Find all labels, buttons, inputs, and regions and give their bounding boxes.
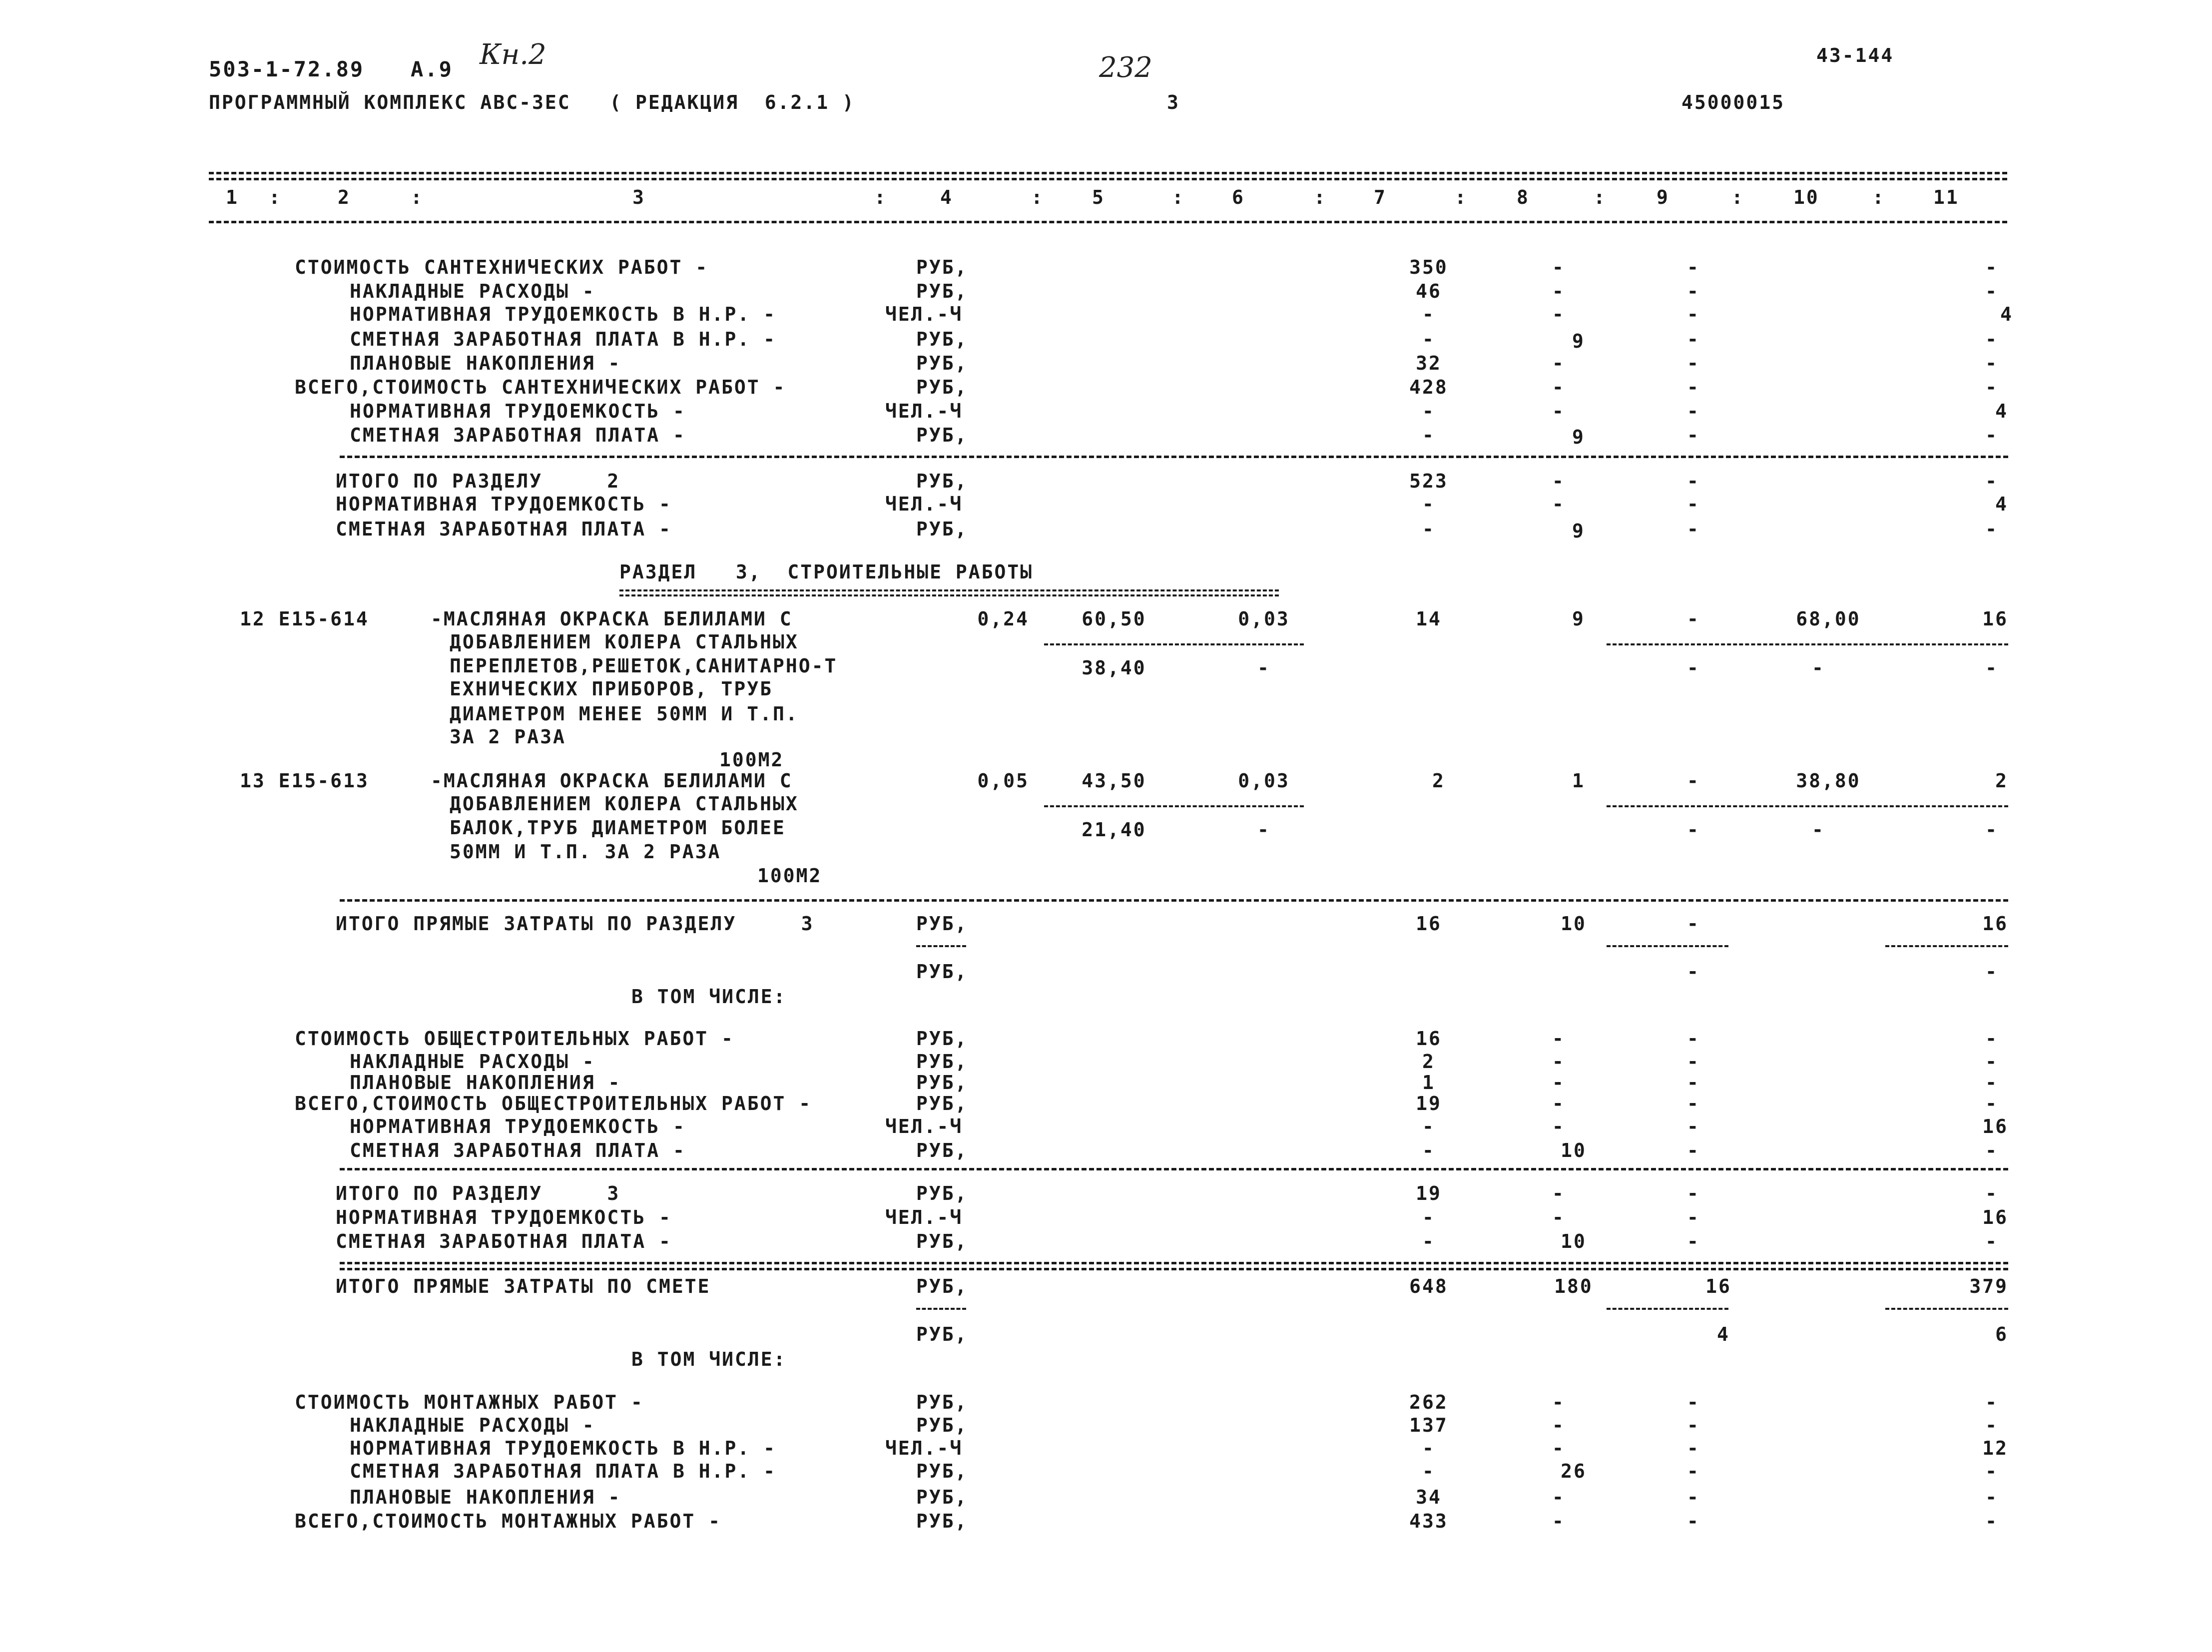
cell-c7: - bbox=[1422, 1437, 1435, 1459]
row-label: ИТОГО ПО РАЗДЕЛУ 3 bbox=[336, 1182, 620, 1204]
cell-c10-lower: - bbox=[1812, 657, 1825, 679]
cell-c9: - bbox=[1687, 1437, 1700, 1459]
cell-c5-lower: 38,40 bbox=[1082, 657, 1146, 679]
divider bbox=[340, 1262, 2008, 1264]
album-number: А.9 bbox=[411, 57, 453, 81]
row-label: ИТОГО ПРЯМЫЕ ЗАТРАТЫ ПО РАЗДЕЛУ 3 bbox=[336, 913, 814, 935]
row-unit: РУБ, bbox=[916, 1072, 968, 1094]
cell-c8: - bbox=[1552, 1115, 1565, 1137]
row-label: СТОИМОСТЬ САНТЕХНИЧЕСКИХ РАБОТ - bbox=[295, 256, 709, 278]
cell-c7: 19 bbox=[1416, 1093, 1442, 1114]
cell-c11-lower: - bbox=[1985, 657, 1998, 679]
cell-c9: - bbox=[1687, 328, 1700, 350]
row-unit: РУБ, bbox=[916, 1182, 968, 1204]
cell-c7: 433 bbox=[1409, 1510, 1448, 1532]
cell-c5-lower: 21,40 bbox=[1082, 819, 1146, 841]
cell-c8: 1 bbox=[1572, 770, 1585, 792]
position-description-line: ДИАМЕТРОМ МЕНЕЕ 50ММ И Т.П. bbox=[450, 703, 799, 725]
cell-c7: - bbox=[1422, 328, 1435, 350]
cell-c9: - bbox=[1687, 400, 1700, 422]
row-unit: РУБ, bbox=[916, 1510, 968, 1532]
cell-c9: - bbox=[1687, 1115, 1700, 1137]
column-header: 9 bbox=[1657, 186, 1669, 208]
column-header: 2 bbox=[338, 186, 351, 208]
cell-c9: - bbox=[1687, 1510, 1700, 1532]
row-unit: РУБ, bbox=[916, 1275, 968, 1297]
row-label: НОРМАТИВНАЯ ТРУДОЕМКОСТЬ - bbox=[336, 1206, 672, 1228]
column-separator: : bbox=[1872, 186, 1885, 208]
cell-c7: 16 bbox=[1416, 913, 1442, 935]
handwritten-page-number: 232 bbox=[1099, 51, 1152, 84]
cell-divider bbox=[1607, 643, 2008, 645]
cell-c7: 32 bbox=[1416, 352, 1442, 374]
row-label: НАКЛАДНЫЕ РАСХОДЫ - bbox=[350, 280, 595, 302]
cell-c8: - bbox=[1552, 1391, 1565, 1413]
cell-c11: 4 bbox=[2000, 303, 2013, 325]
cell-c11: - bbox=[1985, 256, 1998, 278]
cell-c8: - bbox=[1552, 1182, 1565, 1204]
row-label: НОРМАТИВНАЯ ТРУДОЕМКОСТЬ В Н.Р. - bbox=[350, 303, 776, 325]
cell-c9: - bbox=[1687, 608, 1700, 630]
cell-c11: - bbox=[1985, 961, 1998, 983]
cell-c9: - bbox=[1687, 256, 1700, 278]
cell-c7: - bbox=[1422, 1230, 1435, 1252]
cell-c9: - bbox=[1687, 303, 1700, 325]
position-description-line: ДОБАВЛЕНИЕМ КОЛЕРА СТАЛЬНЫХ bbox=[450, 631, 799, 653]
cell-c11: - bbox=[1985, 1510, 1998, 1532]
row-label: ВСЕГО,СТОИМОСТЬ МОНТАЖНЫХ РАБОТ - bbox=[295, 1510, 721, 1532]
cell-c11: 4 bbox=[1995, 493, 2008, 515]
cell-c9: 16 bbox=[1705, 1275, 1731, 1297]
cell-c7: 19 bbox=[1416, 1182, 1442, 1204]
cell-c9: - bbox=[1687, 470, 1700, 492]
sheet-reference: 43-144 bbox=[1816, 44, 1894, 66]
section-heading: РАЗДЕЛ 3, СТРОИТЕЛЬНЫЕ РАБОТЫ bbox=[619, 561, 1034, 583]
cell-c9: - bbox=[1687, 1414, 1700, 1436]
row-unit: РУБ, bbox=[916, 1460, 968, 1482]
cell-c8: - bbox=[1552, 1072, 1565, 1094]
cell-c7: 2 bbox=[1422, 1051, 1435, 1073]
divider bbox=[340, 899, 2008, 902]
row-unit: ЧЕЛ.-Ч bbox=[885, 303, 963, 325]
cell-c7: 14 bbox=[1416, 608, 1442, 630]
column-separator: : bbox=[1031, 186, 1044, 208]
cell-c11: - bbox=[1985, 1028, 1998, 1050]
unit-underline bbox=[916, 945, 966, 947]
row-label: ВСЕГО,СТОИМОСТЬ САНТЕХНИЧЕСКИХ РАБОТ - bbox=[295, 376, 786, 398]
divider bbox=[340, 1268, 2008, 1270]
position-description-line: ДОБАВЛЕНИЕМ КОЛЕРА СТАЛЬНЫХ bbox=[450, 793, 799, 815]
cell-c8: - bbox=[1552, 1414, 1565, 1436]
cell-divider bbox=[1885, 945, 2008, 947]
column-separator: : bbox=[1594, 186, 1607, 208]
cell-c8: - bbox=[1552, 376, 1565, 398]
row-label: СТОИМОСТЬ ОБЩЕСТРОИТЕЛЬНЫХ РАБОТ - bbox=[295, 1028, 734, 1050]
cell-c5: 43,50 bbox=[1082, 770, 1146, 792]
cell-c11: - bbox=[1985, 1460, 1998, 1482]
cell-c11: - bbox=[1985, 1072, 1998, 1094]
cell-c9-lower: - bbox=[1687, 819, 1700, 841]
cell-c8: 9 bbox=[1572, 330, 1585, 352]
cell-c11: - bbox=[1985, 1230, 1998, 1252]
cell-c6-lower: - bbox=[1257, 657, 1270, 679]
cell-c9: - bbox=[1687, 1093, 1700, 1114]
row-label: СТОИМОСТЬ МОНТАЖНЫХ РАБОТ - bbox=[295, 1391, 644, 1413]
cell-c5: 60,50 bbox=[1082, 608, 1146, 630]
row-label: СМЕТНАЯ ЗАРАБОТНАЯ ПЛАТА - bbox=[350, 424, 686, 446]
cell-c9-lower: - bbox=[1687, 657, 1700, 679]
unit-underline bbox=[916, 1308, 966, 1310]
column-header: 6 bbox=[1232, 186, 1245, 208]
cell-c11: - bbox=[1985, 376, 1998, 398]
row-label: ВСЕГО,СТОИМОСТЬ ОБЩЕСТРОИТЕЛЬНЫХ РАБОТ - bbox=[295, 1093, 812, 1114]
cell-c7: 34 bbox=[1416, 1486, 1442, 1508]
cell-divider bbox=[1885, 1308, 2008, 1310]
column-separator: : bbox=[1172, 186, 1185, 208]
row-unit: РУБ, bbox=[916, 961, 968, 983]
cell-c9: - bbox=[1687, 1486, 1700, 1508]
cell-c7: 2 bbox=[1432, 770, 1445, 792]
row-unit: РУБ, bbox=[916, 1323, 968, 1345]
row-label: СМЕТНАЯ ЗАРАБОТНАЯ ПЛАТА - bbox=[336, 518, 672, 540]
cell-c7: 16 bbox=[1416, 1028, 1442, 1050]
cell-c11: 4 bbox=[1995, 400, 2008, 422]
cell-c9: - bbox=[1687, 1028, 1700, 1050]
cell-c7: 428 bbox=[1409, 376, 1448, 398]
row-label: ПЛАНОВЫЕ НАКОПЛЕНИЯ - bbox=[350, 1486, 621, 1508]
cell-c7: 523 bbox=[1409, 470, 1448, 492]
cell-c11: - bbox=[1985, 424, 1998, 446]
cell-c9: - bbox=[1687, 913, 1700, 935]
row-unit: РУБ, bbox=[916, 1230, 968, 1252]
position-description-line: БАЛОК,ТРУБ ДИАМЕТРОМ БОЛЕЕ bbox=[450, 817, 786, 839]
row-unit: РУБ, bbox=[916, 376, 968, 398]
row-unit: РУБ, bbox=[916, 1391, 968, 1413]
handwritten-book-number: Кн.2 bbox=[480, 38, 547, 71]
cell-c8: 10 bbox=[1561, 1139, 1587, 1161]
cell-c11: - bbox=[1985, 1139, 1998, 1161]
row-label: ИТОГО ПРЯМЫЕ ЗАТРАТЫ ПО СМЕТЕ bbox=[336, 1275, 711, 1297]
row-label: НОРМАТИВНАЯ ТРУДОЕМКОСТЬ В Н.Р. - bbox=[350, 1437, 776, 1459]
cell-c9: 4 bbox=[1717, 1323, 1730, 1345]
column-header: 4 bbox=[940, 186, 953, 208]
cell-c11: - bbox=[1985, 1093, 1998, 1114]
cell-divider bbox=[1607, 1308, 1728, 1310]
cell-c9: - bbox=[1687, 961, 1700, 983]
cell-c7: - bbox=[1422, 1206, 1435, 1228]
program-title: ПРОГРАММНЫЙ КОМПЛЕКС АВС-3ЕС ( РЕДАКЦИЯ 6.2.1 ) bbox=[209, 91, 855, 113]
column-header: 5 bbox=[1092, 186, 1105, 208]
cell-c8: - bbox=[1552, 1028, 1565, 1050]
cell-c10: 38,80 bbox=[1796, 770, 1861, 792]
row-unit: РУБ, bbox=[916, 352, 968, 374]
cell-c7: - bbox=[1422, 1115, 1435, 1137]
position-unit: 100М2 bbox=[757, 865, 822, 887]
column-separator: : bbox=[1731, 186, 1744, 208]
cell-c7: 262 bbox=[1409, 1391, 1448, 1413]
section-underline bbox=[619, 589, 1279, 596]
cell-c11: 16 bbox=[1982, 913, 2008, 935]
cell-c11: - bbox=[1985, 352, 1998, 374]
row-unit: РУБ, bbox=[916, 280, 968, 302]
cell-c8: 9 bbox=[1572, 426, 1585, 448]
cell-c11: - bbox=[1985, 518, 1998, 540]
page-number: 3 bbox=[1167, 91, 1180, 113]
row-unit: ЧЕЛ.-Ч bbox=[885, 493, 963, 515]
cell-c9: - bbox=[1687, 1182, 1700, 1204]
column-separator: : bbox=[874, 186, 887, 208]
cell-c8: 9 bbox=[1572, 520, 1585, 542]
row-label: НОРМАТИВНАЯ ТРУДОЕМКОСТЬ - bbox=[350, 1115, 686, 1137]
cell-c11: - bbox=[1985, 280, 1998, 302]
row-unit: РУБ, bbox=[916, 518, 968, 540]
cell-c8: - bbox=[1552, 256, 1565, 278]
row-unit: ЧЕЛ.-Ч bbox=[885, 1115, 963, 1137]
cell-c9: - bbox=[1687, 770, 1700, 792]
row-label: НАКЛАДНЫЕ РАСХОДЫ - bbox=[350, 1414, 595, 1436]
column-separator: : bbox=[269, 186, 282, 208]
cell-divider bbox=[1607, 805, 2008, 807]
including-label: В ТОМ ЧИСЛЕ: bbox=[631, 986, 787, 1008]
column-header: 8 bbox=[1517, 186, 1530, 208]
cell-c9: - bbox=[1687, 1391, 1700, 1413]
cell-c8: - bbox=[1552, 352, 1565, 374]
cell-c8: - bbox=[1552, 470, 1565, 492]
cell-c11: 2 bbox=[1995, 770, 2008, 792]
cell-c7: - bbox=[1422, 518, 1435, 540]
row-label: СМЕТНАЯ ЗАРАБОТНАЯ ПЛАТА В Н.Р. - bbox=[350, 328, 776, 350]
column-separator: : bbox=[411, 186, 424, 208]
cell-c7: 350 bbox=[1409, 256, 1448, 278]
row-unit: РУБ, bbox=[916, 1028, 968, 1050]
cell-c7: 648 bbox=[1409, 1275, 1448, 1297]
column-header: 3 bbox=[632, 186, 645, 208]
cell-c8: 180 bbox=[1554, 1275, 1593, 1297]
row-unit: ЧЕЛ.-Ч bbox=[885, 1437, 963, 1459]
position-number: 12 Е15-614 bbox=[240, 608, 369, 630]
row-unit: ЧЕЛ.-Ч bbox=[885, 1206, 963, 1228]
cell-c8: - bbox=[1552, 303, 1565, 325]
header-bottom-rule bbox=[209, 221, 2007, 223]
position-description-line: ЗА 2 РАЗА bbox=[450, 726, 566, 748]
document-code: 503-1-72.89 bbox=[209, 57, 365, 81]
cell-divider bbox=[1607, 945, 1728, 947]
cell-c10: 68,00 bbox=[1796, 608, 1861, 630]
cell-c11: 379 bbox=[1969, 1275, 2008, 1297]
cell-c8: 26 bbox=[1561, 1460, 1587, 1482]
row-unit: РУБ, bbox=[916, 424, 968, 446]
column-header: 1 bbox=[226, 186, 239, 208]
divider bbox=[340, 1168, 2008, 1170]
cell-c4: 0,05 bbox=[977, 770, 1029, 792]
cell-c8: 10 bbox=[1561, 1230, 1587, 1252]
cell-divider bbox=[1044, 643, 1304, 645]
cell-c11: - bbox=[1985, 1391, 1998, 1413]
cell-c9: - bbox=[1687, 1051, 1700, 1073]
row-label: ПЛАНОВЫЕ НАКОПЛЕНИЯ - bbox=[350, 352, 621, 374]
cell-c6: 0,03 bbox=[1238, 608, 1290, 630]
cell-c9: - bbox=[1687, 424, 1700, 446]
cell-c8: - bbox=[1552, 1510, 1565, 1532]
cell-c9: - bbox=[1687, 518, 1700, 540]
row-label: СМЕТНАЯ ЗАРАБОТНАЯ ПЛАТА - bbox=[350, 1139, 686, 1161]
cell-c4: 0,24 bbox=[977, 608, 1029, 630]
including-label: В ТОМ ЧИСЛЕ: bbox=[631, 1348, 787, 1370]
row-unit: РУБ, bbox=[916, 328, 968, 350]
cell-c6-lower: - bbox=[1257, 819, 1270, 841]
cell-c9: - bbox=[1687, 493, 1700, 515]
row-label: СМЕТНАЯ ЗАРАБОТНАЯ ПЛАТА В Н.Р. - bbox=[350, 1460, 776, 1482]
cell-c11: 12 bbox=[1982, 1437, 2008, 1459]
cell-c8: - bbox=[1552, 400, 1565, 422]
row-unit: РУБ, bbox=[916, 1414, 968, 1436]
cell-c7: 46 bbox=[1416, 280, 1442, 302]
divider bbox=[340, 456, 2008, 458]
cell-c11: 16 bbox=[1982, 1206, 2008, 1228]
cell-c8: - bbox=[1552, 493, 1565, 515]
column-header: 7 bbox=[1374, 186, 1387, 208]
cell-c6: 0,03 bbox=[1238, 770, 1290, 792]
cell-c7: - bbox=[1422, 1139, 1435, 1161]
table-top-rule bbox=[209, 172, 2007, 174]
cell-divider bbox=[1044, 805, 1304, 807]
cell-c8: - bbox=[1552, 1093, 1565, 1114]
row-unit: ЧЕЛ.-Ч bbox=[885, 400, 963, 422]
cell-c9: - bbox=[1687, 376, 1700, 398]
row-unit: РУБ, bbox=[916, 913, 968, 935]
document-number: 45000015 bbox=[1681, 91, 1785, 113]
cell-c8: 9 bbox=[1572, 608, 1585, 630]
cell-c11: - bbox=[1985, 1182, 1998, 1204]
cell-c11: - bbox=[1985, 470, 1998, 492]
position-description-line: ПЕРЕПЛЕТОВ,РЕШЕТОК,САНИТАРНО-Т bbox=[450, 655, 838, 677]
cell-c11: - bbox=[1985, 1051, 1998, 1073]
cell-c8: - bbox=[1552, 1437, 1565, 1459]
row-unit: РУБ, bbox=[916, 1051, 968, 1073]
cell-c7: - bbox=[1422, 493, 1435, 515]
position-description-line: -МАСЛЯНАЯ ОКРАСКА БЕЛИЛАМИ С bbox=[431, 770, 793, 792]
row-label: НАКЛАДНЫЕ РАСХОДЫ - bbox=[350, 1051, 595, 1073]
column-header: 11 bbox=[1933, 186, 1959, 208]
cell-c7: - bbox=[1422, 303, 1435, 325]
cell-c8: - bbox=[1552, 1206, 1565, 1228]
cell-c11: 16 bbox=[1982, 608, 2008, 630]
cell-c7: - bbox=[1422, 1460, 1435, 1482]
position-description-line: -МАСЛЯНАЯ ОКРАСКА БЕЛИЛАМИ С bbox=[431, 608, 793, 630]
cell-c7: 137 bbox=[1409, 1414, 1448, 1436]
position-description-line: ЕХНИЧЕСКИХ ПРИБОРОВ, ТРУБ bbox=[450, 678, 773, 700]
cell-c7: 1 bbox=[1422, 1072, 1435, 1094]
table-top-rule-2 bbox=[209, 178, 2007, 180]
cell-c11: 16 bbox=[1982, 1115, 2008, 1137]
cell-c9: - bbox=[1687, 1460, 1700, 1482]
cell-c9: - bbox=[1687, 1230, 1700, 1252]
cell-c7: - bbox=[1422, 400, 1435, 422]
row-label: НОРМАТИВНАЯ ТРУДОЕМКОСТЬ - bbox=[350, 400, 686, 422]
cell-c11: - bbox=[1985, 1414, 1998, 1436]
cell-c8: - bbox=[1552, 1486, 1565, 1508]
row-label: НОРМАТИВНАЯ ТРУДОЕМКОСТЬ - bbox=[336, 493, 672, 515]
position-number: 13 Е15-613 bbox=[240, 770, 369, 792]
cell-c9: - bbox=[1687, 1072, 1700, 1094]
cell-c11: - bbox=[1985, 328, 1998, 350]
cell-c8: - bbox=[1552, 1051, 1565, 1073]
row-label: ИТОГО ПО РАЗДЕЛУ 2 bbox=[336, 470, 620, 492]
row-unit: РУБ, bbox=[916, 1486, 968, 1508]
cell-c8: - bbox=[1552, 280, 1565, 302]
position-description-line: 50ММ И Т.П. ЗА 2 РАЗА bbox=[450, 841, 721, 863]
cell-c11: - bbox=[1985, 1486, 1998, 1508]
cell-c11-lower: - bbox=[1985, 819, 1998, 841]
column-separator: : bbox=[1314, 186, 1327, 208]
row-label: СМЕТНАЯ ЗАРАБОТНАЯ ПЛАТА - bbox=[336, 1230, 672, 1252]
cell-c9: - bbox=[1687, 1139, 1700, 1161]
position-unit: 100М2 bbox=[719, 749, 784, 771]
cell-c9: - bbox=[1687, 1206, 1700, 1228]
cell-c7: - bbox=[1422, 424, 1435, 446]
row-unit: РУБ, bbox=[916, 256, 968, 278]
cell-c11: 6 bbox=[1995, 1323, 2008, 1345]
cell-c9: - bbox=[1687, 352, 1700, 374]
cell-c8: 10 bbox=[1561, 913, 1587, 935]
cell-c9: - bbox=[1687, 280, 1700, 302]
row-unit: РУБ, bbox=[916, 470, 968, 492]
column-separator: : bbox=[1455, 186, 1468, 208]
row-unit: РУБ, bbox=[916, 1139, 968, 1161]
column-header: 10 bbox=[1793, 186, 1819, 208]
row-unit: РУБ, bbox=[916, 1093, 968, 1114]
row-label: ПЛАНОВЫЕ НАКОПЛЕНИЯ - bbox=[350, 1072, 621, 1094]
cell-c10-lower: - bbox=[1812, 819, 1825, 841]
